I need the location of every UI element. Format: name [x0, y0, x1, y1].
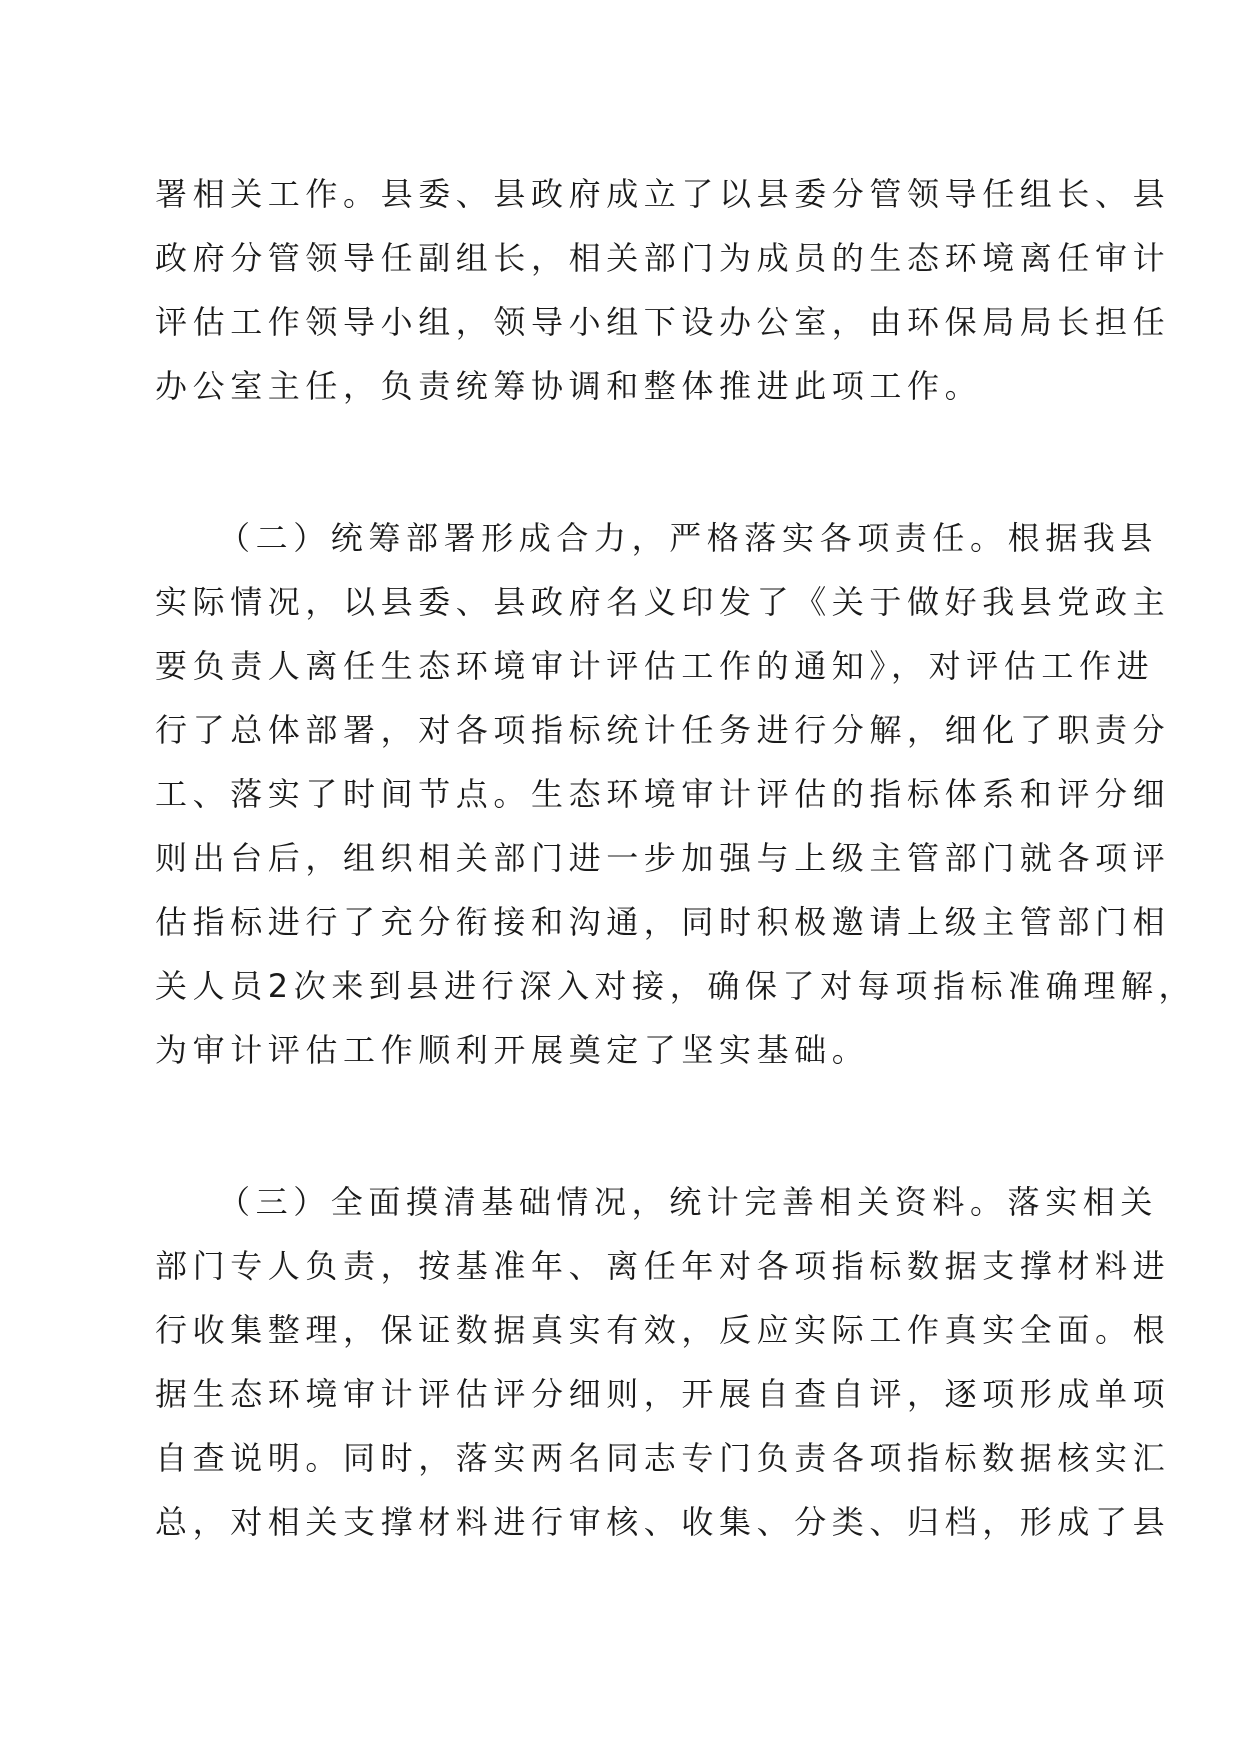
- text-line: 为审计评估工作顺利开展奠定了坚实基础。: [155, 1031, 870, 1069]
- text-line: 行收集整理，保证数据真实有效，反应实际工作真实全面。根: [155, 1311, 1171, 1349]
- text-line: （二）统筹部署形成合力，严格落实各项责任。根据我县: [218, 519, 1159, 557]
- text-line: 评估工作领导小组，领导小组下设办公室，由环保局局长担任: [155, 303, 1171, 341]
- text-line: 估指标进行了充分衔接和沟通，同时积极邀请上级主管部门相: [155, 903, 1171, 941]
- text-line: 实际情况，以县委、县政府名义印发了《关于做好我县党政主: [155, 583, 1171, 621]
- text-line: 关人员2次来到县进行深入对接，确保了对每项指标准确理解，: [155, 967, 1197, 1005]
- text-line: 自查说明。同时，落实两名同志专门负责各项指标数据核实汇: [155, 1439, 1171, 1477]
- text-line: 总，对相关支撑材料进行审核、收集、分类、归档，形成了县: [155, 1503, 1171, 1541]
- text-line: 政府分管领导任副组长，相关部门为成员的生态环境离任审计: [155, 239, 1171, 277]
- text-line: 办公室主任，负责统筹协调和整体推进此项工作。: [155, 367, 983, 405]
- text-line: 部门专人负责，按基准年、离任年对各项指标数据支撑材料进: [155, 1247, 1171, 1285]
- text-line: 行了总体部署，对各项指标统计任务进行分解，细化了职责分: [155, 711, 1171, 749]
- text-line: 署相关工作。县委、县政府成立了以县委分管领导任组长、县: [155, 175, 1171, 213]
- text-line: （三）全面摸清基础情况，统计完善相关资料。落实相关: [218, 1183, 1159, 1221]
- text-line: 则出台后，组织相关部门进一步加强与上级主管部门就各项评: [155, 839, 1171, 877]
- text-line: 工、落实了时间节点。生态环境审计评估的指标体系和评分细: [155, 775, 1171, 813]
- text-line: 据生态环境审计评估评分细则，开展自查自评，逐项形成单项: [155, 1375, 1171, 1413]
- text-line: 要负责人离任生态环境审计评估工作的通知》，对评估工作进: [155, 647, 1155, 685]
